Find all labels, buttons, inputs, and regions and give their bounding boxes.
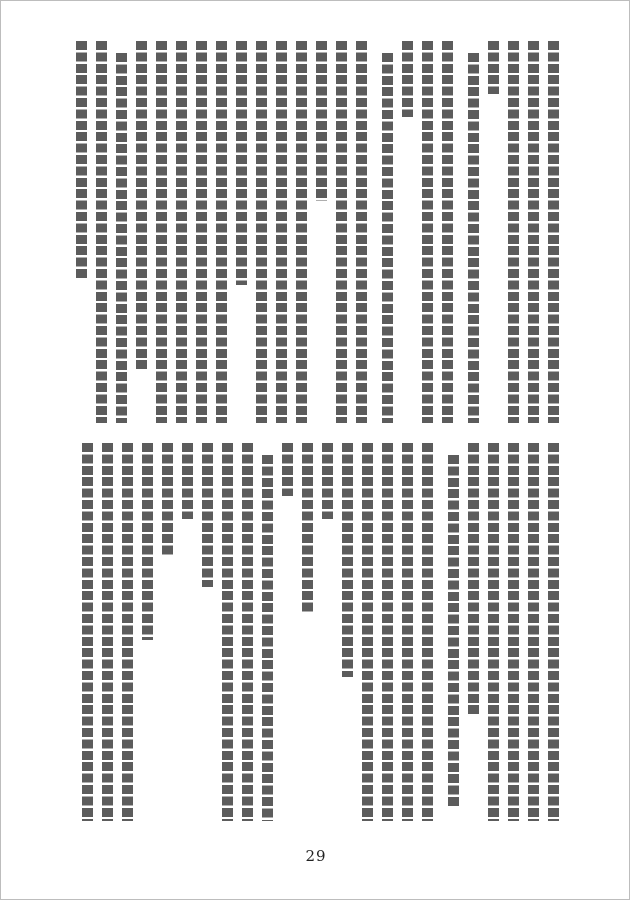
text-line-glyphs	[216, 41, 227, 423]
text-line-glyphs	[222, 443, 233, 821]
text-line	[213, 41, 229, 423]
text-line-glyphs	[202, 443, 213, 587]
text-line	[159, 443, 175, 821]
text-line-glyphs	[322, 443, 333, 519]
text-line	[153, 41, 169, 423]
text-line	[359, 443, 375, 821]
text-line	[419, 443, 435, 821]
text-line	[379, 41, 395, 423]
text-line	[399, 443, 415, 821]
text-line-glyphs	[488, 443, 499, 821]
text-line-glyphs	[182, 443, 193, 519]
text-line	[525, 41, 541, 423]
text-line	[79, 443, 95, 821]
text-line	[485, 41, 501, 423]
text-line-glyphs	[468, 443, 479, 715]
text-line-glyphs	[76, 41, 87, 278]
text-line	[505, 41, 521, 423]
text-line-glyphs	[528, 41, 539, 423]
text-line-glyphs	[156, 41, 167, 423]
text-line	[293, 41, 309, 423]
text-line-glyphs	[302, 443, 313, 613]
text-line-glyphs	[508, 443, 519, 821]
text-line	[179, 443, 195, 821]
body-text	[71, 41, 561, 821]
text-line	[73, 41, 89, 423]
text-line	[379, 443, 395, 821]
text-line	[485, 443, 501, 821]
text-line	[139, 443, 155, 821]
text-line-glyphs	[422, 41, 433, 423]
text-line	[525, 443, 541, 821]
text-line-glyphs	[176, 41, 187, 423]
text-line-glyphs	[548, 443, 559, 821]
text-line	[399, 41, 415, 423]
text-line-glyphs	[242, 443, 253, 821]
text-line	[313, 41, 329, 423]
text-line-glyphs	[122, 443, 133, 821]
text-line-glyphs	[296, 41, 307, 423]
text-line	[119, 443, 135, 821]
text-line-glyphs	[282, 443, 293, 496]
text-line-glyphs	[82, 443, 93, 821]
page-number: 29	[305, 847, 327, 865]
text-line-glyphs	[548, 41, 559, 423]
text-line	[299, 443, 315, 821]
text-line	[239, 443, 255, 821]
text-line	[439, 41, 455, 423]
text-line-glyphs	[356, 41, 367, 423]
text-line	[465, 41, 481, 423]
text-line	[199, 443, 215, 821]
text-line	[339, 443, 355, 821]
text-line-glyphs	[402, 443, 413, 821]
text-line-glyphs	[468, 53, 479, 423]
text-line	[445, 443, 461, 821]
text-line-glyphs	[402, 41, 413, 117]
text-line	[505, 443, 521, 821]
text-line-glyphs	[262, 455, 273, 821]
text-line-glyphs	[96, 41, 107, 423]
text-line	[233, 41, 249, 423]
text-line-glyphs	[508, 41, 519, 423]
text-line	[193, 41, 209, 423]
text-line	[253, 41, 269, 423]
text-line-glyphs	[316, 41, 327, 201]
text-line	[333, 41, 349, 423]
text-line-glyphs	[276, 41, 287, 423]
text-line	[93, 41, 109, 423]
text-line	[273, 41, 289, 423]
text-line-glyphs	[382, 53, 393, 423]
text-line	[279, 443, 295, 821]
text-line-glyphs	[102, 443, 113, 821]
text-line	[113, 41, 129, 423]
text-line	[545, 41, 561, 423]
text-line-glyphs	[236, 41, 247, 285]
text-line	[465, 443, 481, 821]
text-line	[99, 443, 115, 821]
text-line-glyphs	[342, 443, 353, 677]
text-line-glyphs	[422, 443, 433, 821]
text-line-glyphs	[336, 41, 347, 423]
text-line-glyphs	[256, 41, 267, 423]
text-block-top	[71, 41, 561, 423]
text-line-glyphs	[196, 41, 207, 423]
text-line	[173, 41, 189, 423]
text-line	[353, 41, 369, 423]
text-line-glyphs	[362, 443, 373, 821]
text-line-glyphs	[528, 443, 539, 821]
text-line	[545, 443, 561, 821]
text-line	[319, 443, 335, 821]
text-line-glyphs	[162, 443, 173, 556]
text-line	[219, 443, 235, 821]
text-line-glyphs	[382, 443, 393, 821]
text-line-glyphs	[448, 455, 459, 806]
text-line-glyphs	[136, 41, 147, 370]
text-line	[419, 41, 435, 423]
text-block-bottom	[71, 443, 561, 821]
text-line-glyphs	[442, 41, 453, 423]
text-line	[133, 41, 149, 423]
text-line	[259, 443, 275, 821]
text-line-glyphs	[488, 41, 499, 94]
text-line-glyphs	[142, 443, 153, 640]
text-line-glyphs	[116, 53, 127, 423]
